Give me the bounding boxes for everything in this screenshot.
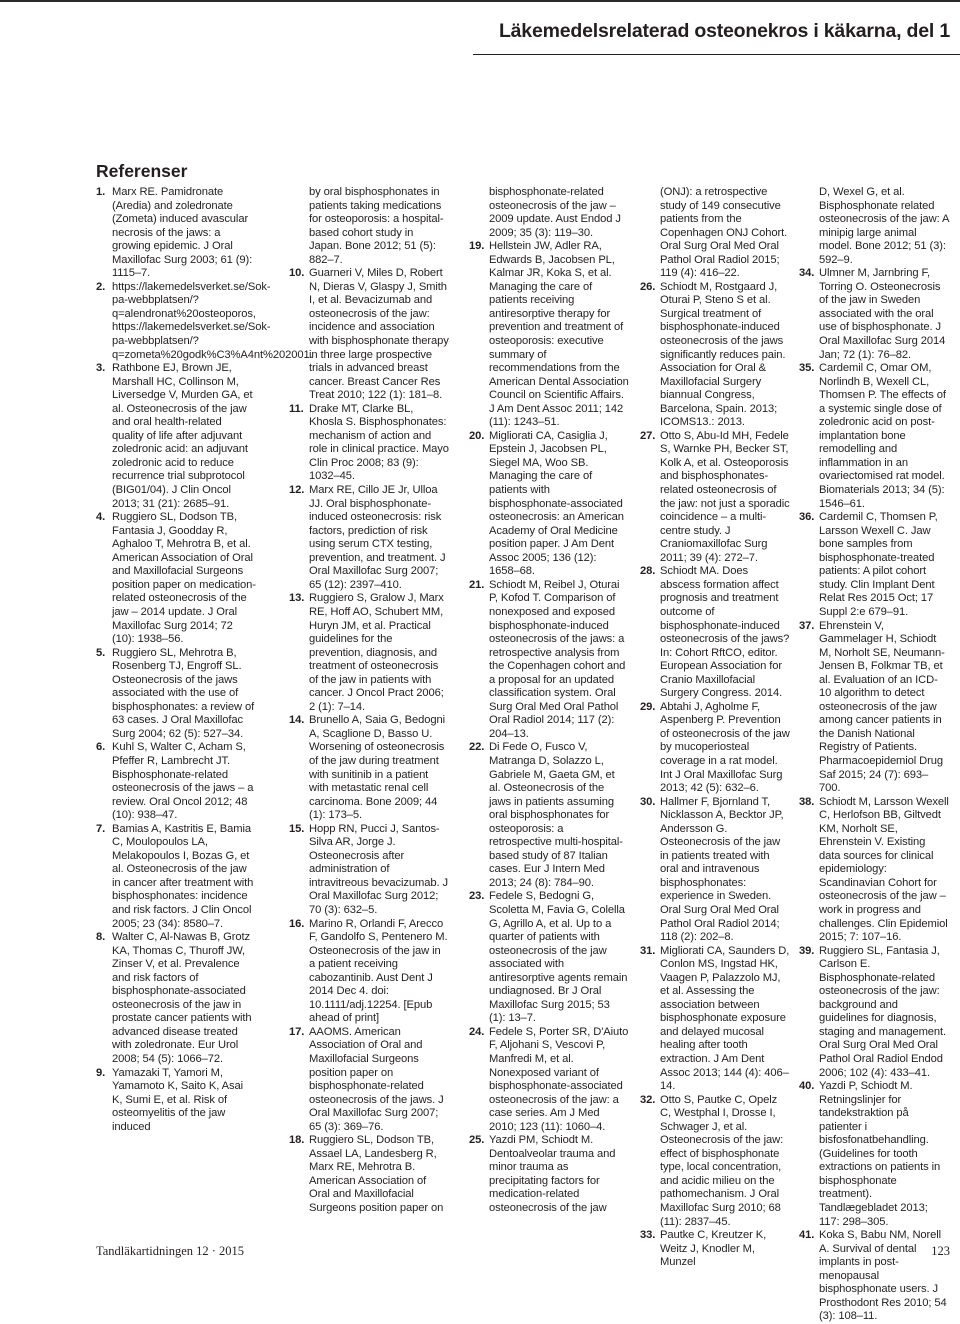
reference-text: Cardemil C, Omar OM, Norlindh B, Wexell CL, Thomsen P. The effects of a systemic single dose of zoledronic acid on post-implantation bone remodelling and inflammation in an ovariectomised rat model. Biomaterials 2013; 34 (5): 1546–61. (819, 362, 946, 510)
top-rule (0, 0, 960, 2)
reference-number: 13. (289, 592, 305, 605)
reference-number: 35. (799, 362, 815, 375)
reference-text: Yamazaki T, Yamori M, Yamamoto K, Saito K, Asai K, Sumi E, et al. Risk of osteomyelitis of the jaw induced (112, 1066, 243, 1133)
page-number: 123 (931, 1244, 950, 1258)
reference-text: Kuhl S, Walter C, Acham S, Pfeffer R, Lambrecht JT. Bisphosphonate-related osteonecrosis of the jaws – a review. Oral Oncol 2012; 48 (10): 938–47. (112, 741, 254, 822)
reference-number: 7. (96, 822, 106, 835)
reference-text: (ONJ): a retrospective study of 149 consecutive patients from the Copenhagen ONJ Cohort. Oral Surg Oral Med Oral Pathol Oral Radiol 2015; 119 (4): 416–22. (660, 186, 788, 280)
reference-number: 38. (799, 795, 815, 808)
reference-text: Hallmer F, Bjornland T, Nicklasson A, Becktor JP, Andersson G. Osteonecrosis of the jaw in patients treated with oral and intravenous bisphosphonates: experience in Sweden. Oral Surg Oral Med Oral Pathol Oral Radiol 2014; 118 (2): 202–8. (660, 795, 784, 944)
reference-item (289, 918, 449, 1026)
reference-number: 6. (96, 741, 106, 754)
reference-text: Otto S, Abu-Id MH, Fedele S, Warnke PH, Becker ST, Kolk A, et al. Osteoporosis and bisphosphonates-related osteonecrosis of the jaw: not just a sporadic coincidence – a multi-centre study. J Craniomaxillofac Surg 2011; 39 (4): 272–7. (660, 429, 790, 564)
reference-item (469, 1134, 629, 1215)
reference-text: Brunello A, Saia G, Bedogni A, Scaglione D, Basso U. Worsening of osteonecrosis of the jaw during treatment with sunitinib in a patient with metastatic renal cell carcinoma. Bone 2009; 44 (1): 173–5. (309, 714, 445, 822)
reference-text: Schiodt M, Rostgaard J, Oturai P, Steno S et al. Surgical treatment of bisphosphonate-induced osteonecrosis of the jaws significantly reduces pain. Association for Oral & Maxillofacial Surgery biannual Congress, Barcelona, Spain. 2013; ICOMS13.: 2013. (660, 280, 786, 429)
reference-number: 17. (289, 1025, 305, 1038)
reference-number: 15. (289, 822, 305, 835)
reference-number: 2. (96, 280, 106, 293)
reference-text: Bamias A, Kastritis E, Bamia C, Moulopoulos LA, Melakopoulos I, Bozas G, et al. Osteonecrosis of the jaw in cancer after treatment with bisphosphonates: incidence and risk factors. J Clin Oncol 2005; 23 (34): 8580–7. (112, 822, 254, 930)
reference-column-5 (799, 186, 949, 1324)
reference-number: 24. (469, 1025, 485, 1038)
reference-number: 37. (799, 619, 815, 632)
reference-text: Migliorati CA, Casiglia J, Epstein J, Jacobsen PL, Siegel MA, Woo SB. Managing the care of patients with bisphosphonate-associated osteonecrosis: an American Academy of Oral Medicine position paper. J Am Dent Assoc 2005; 136 (12): 1658–68. (489, 429, 624, 578)
reference-number: 26. (640, 280, 656, 293)
reference-item (640, 945, 790, 1094)
reference-item (640, 701, 790, 796)
reference-text: bisphosphonate-related osteonecrosis of the jaw – 2009 update. Aust Endod J 2009; 35 (3): 119–30. (489, 186, 621, 239)
page-footer (96, 1244, 950, 1264)
reference-number: 31. (640, 944, 656, 957)
reference-number: 14. (289, 714, 305, 727)
reference-item (799, 267, 949, 362)
reference-text: Ruggiero SL, Fantasia J, Carlson E. Bisphosphonate-related osteonecrosis of the jaw: background and guidelines for diagnosis, staging and management. Oral Surg Oral Med Oral Pathol Oral Radiol Endod 2006; 102 (4): 433–41. (819, 944, 947, 1079)
reference-text: Ruggiero SL, Dodson TB, Fantasia J, Goodday R, Aghaloo T, Mehrotra B, et al. American Association of Oral and Maxillofacial Surgeons position paper on medication-related osteonecrosis of the jaw – 2014 update. J Oral Maxillofac Surg 2014; 72 (10): 1938–56. (112, 511, 256, 646)
reference-number: 39. (799, 944, 815, 957)
reference-item (799, 362, 949, 511)
reference-item (96, 511, 256, 646)
reference-item (289, 1026, 449, 1134)
reference-number: 16. (289, 917, 305, 930)
reference-text: https://lakemedelsverket.se/Sok-pa-webbplatsen/?q=alendronat%20osteoporos, https://lakemedelsverket.se/Sok-pa-webbplatsen/?q=zometa%20godk%C3%A4nt%202001. (112, 280, 313, 361)
reference-number: 9. (96, 1066, 106, 1079)
reference-text: Fedele S, Bedogni G, Scoletta M, Favia G, Colella G, Agrillo A, et al. Up to a quarter of patients with osteonecrosis of the jaw associated with antiresorptive agents remain undiagnosed. Br J Oral Maxillofac Surg 2015; 53 (1): 13–7. (489, 890, 628, 1025)
reference-item (289, 1134, 449, 1215)
reference-number: 29. (640, 700, 656, 713)
reference-item (799, 186, 949, 267)
reference-item (469, 579, 629, 742)
reference-number: 27. (640, 429, 656, 442)
reference-number: 25. (469, 1134, 485, 1147)
reference-number: 34. (799, 267, 815, 280)
reference-text: Marino R, Orlandi F, Arecco F, Gandolfo S, Pentenero M. Osteonecrosis of the jaw in a patient receiving cabozantinib. Aust Dent J 2014 Dec 4. doi: 10.1111/adj.12254. [Epub ahead of print] (309, 917, 448, 1025)
reference-text: Yazdi P, Schiodt M. Retningslinjer for tandekstraktion på patienter i bisfosfonatbehandling. (Guidelines for tooth extractions on patients in bisphosphonate treatment). Tandlægebladet 2013; 117: 298–305. (819, 1080, 941, 1228)
reference-item (96, 1067, 256, 1135)
reference-number: 12. (289, 484, 305, 497)
reference-text: Hopp RN, Pucci J, Santos-Silva AR, Jorge J. Osteonecrosis after administration of intravitreous bevacizumab. J Oral Maxillofac Surg 2012; 70 (3): 632–5. (309, 822, 448, 916)
reference-text: Ehrenstein V, Gammelager H, Schiodt M, Norholt SE, Neumann-Jensen B, Folkmar TB, et al. Evaluation of an ICD-10 algorithm to detect osteonecrosis of the jaw among cancer patients in the Danish National Registry of Patients. Pharmacoepidemiol Drug Saf 2015; 24 (7): 693–700. (819, 619, 945, 795)
reference-text: Fedele S, Porter SR, D'Aiuto F, Aljohani S, Vescovi P, Manfredi M, et al. Nonexposed variant of bisphosphonate-associated osteonecrosis of the jaw: a case series. Am J Med 2010; 123 (11): 1060–4. (489, 1025, 629, 1133)
reference-item (289, 714, 449, 822)
header-rule (473, 54, 960, 55)
reference-item (96, 186, 256, 281)
reference-number: 5. (96, 646, 106, 659)
reference-number: 22. (469, 741, 485, 754)
reference-number: 41. (799, 1229, 815, 1242)
reference-item (799, 796, 949, 945)
footer-journal: Tandläkartidningen 12 · 2015 (96, 1244, 245, 1258)
reference-number: 33. (640, 1229, 656, 1242)
reference-item (289, 186, 449, 267)
reference-text: D, Wexel G, et al. Bisphosphonate related osteonecrosis of the jaw: A minipig large animal model. Bone 2012; 51 (3): 592–9. (819, 186, 949, 266)
reference-item (96, 647, 256, 742)
reference-number: 3. (96, 362, 106, 375)
reference-number: 28. (640, 565, 656, 578)
reference-item (96, 823, 256, 931)
reference-item (96, 362, 256, 511)
reference-item (640, 565, 790, 700)
reference-number: 8. (96, 931, 106, 944)
reference-text: Marx RE, Cillo JE Jr, Ulloa JJ. Oral bisphosphonate-induced osteonecrosis: risk factors, prediction of risk using serum CTX testing, prevention, and treatment. J Oral Maxillofac Surg 2007; 65 (12): 2397–410. (309, 484, 446, 591)
reference-item (640, 430, 790, 565)
reference-text: by oral bisphosphonates in patients taking medications for osteoporosis: a hospital-based cohort study in Japan. Bone 2012; 51 (5): 882–7. (309, 186, 444, 266)
reference-item (469, 430, 629, 579)
reference-column-4 (640, 186, 790, 1270)
reference-text: Ruggiero S, Gralow J, Marx RE, Hoff AO, Schubert MM, Huryn JM, et al. Practical guidelines for the prevention, diagnosis, and treatment of osteonecrosis of the jaw in patients with cancer. J Oncol Pract 2006; 2 (1): 7–14. (309, 592, 444, 713)
reference-item (640, 796, 790, 945)
reference-item (469, 186, 629, 240)
reference-item (640, 281, 790, 430)
reference-item (289, 403, 449, 484)
reference-number: 18. (289, 1134, 305, 1147)
reference-text: Yazdi PM, Schiodt M. Dentoalveolar trauma and minor trauma as precipitating factors for medication-related osteonecrosis of the jaw (489, 1134, 616, 1215)
section-title: Referenser (96, 161, 188, 181)
reference-number: 21. (469, 578, 485, 591)
running-header-title: Läkemedelsrelaterad osteonekros i käkarna, del 1 (498, 20, 950, 42)
reference-text: Ruggiero SL, Dodson TB, Assael LA, Landesberg R, Marx RE, Mehrotra B. American Association of Oral and Maxillofacial Surgeons position paper on (309, 1134, 444, 1215)
reference-number: 10. (289, 267, 305, 280)
reference-number: 32. (640, 1093, 656, 1106)
reference-item (96, 280, 313, 362)
reference-text: Cardemil C, Thomsen P, Larsson Wexell C. Jaw bone samples from bisphosphonate-treated patients: A pilot cohort study. Clin Implant Dent Relat Res 2015 Oct; 17 Suppl 2:e 679–91. (819, 511, 938, 618)
reference-number: 4. (96, 511, 106, 524)
reference-number: 30. (640, 795, 656, 808)
reference-text: Guarneri V, Miles D, Robert N, Dieras V, Glaspy J, Smith I, et al. Bevacizumab and osteonecrosis of the jaw: incidence and association with bisphosphonate therapy in three large prospective trials in advanced breast cancer. Breast Cancer Res Treat 2010; 122 (1): 181–8. (309, 267, 449, 402)
reference-item (640, 186, 790, 281)
reference-item (469, 741, 629, 890)
reference-number: 20. (469, 429, 485, 442)
reference-number: 19. (469, 240, 485, 253)
reference-item (799, 1080, 949, 1229)
reference-text: AAOMS. American Association of Oral and Maxillofacial Surgeons position paper on bisphosphonate-related osteonecrosis of the jaws. J Oral Maxillofac Surg 2007; 65 (3): 369–76. (309, 1025, 444, 1133)
reference-text: Schiodt M, Larsson Wexell C, Herlofson BB, Giltvedt KM, Norholt SE, Ehrenstein V. Existing data sources for clinical epidemiology: Scandinavian Cohort for osteonecrosis of the jaw – work in progress and challenges. Clin Epidemiol 2015; 7: 107–16. (819, 795, 949, 944)
reference-text: Koka S, Babu NM, Norell A. Survival of dental implants in post-menopausal bisphosphonate users. J Prosthodont Res 2010; 54 (3): 108–11. (819, 1229, 947, 1323)
reference-column-2 (289, 186, 449, 1216)
reference-column-3 (469, 186, 629, 1216)
reference-text: Pautke C, Kreutzer K, Weitz J, Knodler M, Munzel (660, 1229, 767, 1269)
reference-item (640, 1094, 790, 1229)
reference-text: Marx RE. Pamidronate (Aredia) and zoledronate (Zometa) induced avascular necrosis of the jaws: a growing epidemic. J Oral Maxillofac Surg 2003; 61 (9): 1115–7. (112, 186, 253, 280)
reference-text: Hellstein JW, Adler RA, Edwards B, Jacobsen PL, Kalmar JR, Koka S, et al. Managing the care of patients receiving antiresorptive therapy for prevention and treatment of osteoporosis: executive summary of recommendations from the American Dental Association Council on Scientific Affairs. J Am Dent Assoc 2011; 142 (11): 1243–51. (489, 240, 629, 429)
reference-number: 23. (469, 890, 485, 903)
reference-text: Di Fede O, Fusco V, Matranga D, Solazzo L, Gabriele M, Gaeta GM, et al. Osteonecrosis of the jaws in patients assuming oral bisphosphonates for osteoporosis: a retrospective multi-hospital-based study of 87 Italian cases. Eur J Intern Med 2013; 24 (8): 784–90. (489, 741, 623, 889)
reference-text: Schiodt M, Reibel J, Oturai P, Kofod T. Comparison of nonexposed and exposed bisphosphonate-induced osteonecrosis of the jaws: a retrospective analysis from the Copenhagen cohort and a proposal for an updated classification system. Oral Surg Oral Med Oral Pathol Oral Radiol 2014; 117 (2): 204–13. (489, 578, 626, 740)
reference-item (799, 620, 949, 796)
reference-text: Ruggiero SL, Mehrotra B, Rosenberg TJ, Engroff SL. Osteonecrosis of the jaws associated with the use of bisphosphonates: a review of 63 cases. J Oral Maxillofac Surg 2004; 62 (5): 527–34. (112, 646, 255, 740)
reference-item (469, 890, 629, 1025)
reference-item (96, 931, 256, 1066)
reference-item (289, 592, 449, 714)
reference-item (469, 240, 629, 430)
reference-text: Walter C, Al-Nawas B, Grotz KA, Thomas C, Thuroff JW, Zinser V, et al. Prevalence and risk factors of bisphosphonate-associated osteonecrosis of the jaw in prostate cancer patients with advanced disease treated with zoledronate. Eur Urol 2008; 54 (5): 1066–72. (112, 931, 252, 1065)
reference-item (289, 267, 449, 402)
reference-text: Otto S, Pautke C, Opelz C, Westphal I, Drosse I, Schwager J, et al. Osteonecrosis of the jaw: effect of bisphosphonate type, local concentration, and acidic milieu on the pathomechanism. J Oral Maxillofac Surg 2010; 68 (11): 2837–45. (660, 1093, 784, 1228)
reference-text: Migliorati CA, Saunders D, Conlon MS, Ingstad HK, Vaagen P, Palazzolo MJ, et al. Assessing the association between bisphosphonate exposure and delayed mucosal healing after tooth extraction. J Am Dent Assoc 2013; 144 (4): 406–14. (660, 944, 790, 1093)
reference-item (289, 823, 449, 918)
reference-item (289, 484, 449, 592)
reference-text: Drake MT, Clarke BL, Khosla S. Bisphosphonates: mechanism of action and role in clinical practice. Mayo Clin Proc 2008; 83 (9): 1032–45. (309, 402, 449, 483)
reference-number: 36. (799, 511, 815, 524)
reference-item (96, 741, 256, 822)
reference-text: Rathbone EJ, Brown JE, Marshall HC, Collinson M, Liversedge V, Murden GA, et al. Osteonecrosis of the jaw and oral health-related quality of life after adjuvant zoledronic acid: an adjuvant zoledronic acid to reduce recurrence trial subprotocol (BIG01/04). J Clin Oncol 2013; 31 (21): 2685–91. (112, 362, 253, 510)
reference-item (469, 1026, 629, 1134)
reference-number: 1. (96, 186, 106, 198)
reference-number: 11. (289, 402, 304, 415)
reference-text: Abtahi J, Agholme F, Aspenberg P. Prevention of osteonecrosis of the jaw by mucoperiosteal coverage in a rat model. Int J Oral Maxillofac Surg 2013; 42 (5): 632–6. (660, 700, 790, 795)
reference-number: 40. (799, 1080, 815, 1093)
reference-text: Schiodt MA. Does abscess formation affect prognosis and treatment outcome of bisphosphonate-induced osteonecrosis of the jaws? In: Cohort RftCO, editor. European Association for Cranio Maxillofacial Surgery Congress. 2014. (660, 565, 790, 700)
reference-text: Ulmner M, Jarnbring F, Torring O. Osteonecrosis of the jaw in Sweden associated with the oral use of bisphosphonate. J Oral Maxillofac Surg 2014 Jan; 72 (1): 76–82. (819, 267, 946, 361)
reference-item (799, 945, 949, 1080)
reference-item (799, 511, 949, 619)
